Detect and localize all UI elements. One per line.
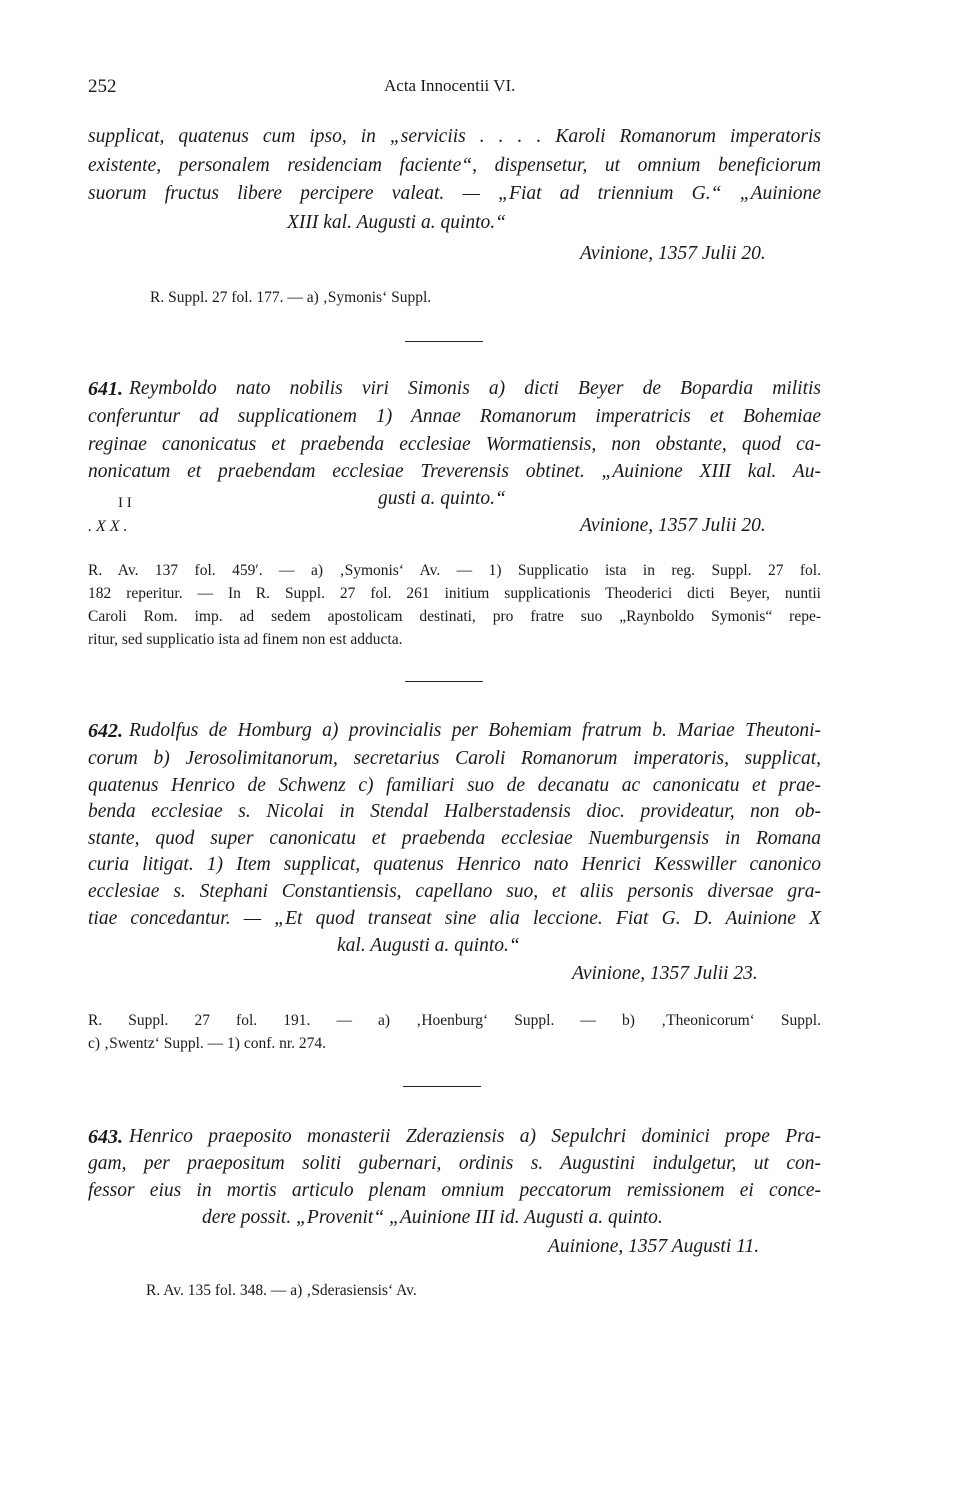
- text-line: conferuntur ad supplicationem 1) Annae Romanorum imperatricis et Bohemiae: [88, 406, 821, 427]
- text-line: supplicat, quatenus cum ipso, in „serviciis . . . . Karoli Romanorum imperatoris: [88, 126, 821, 147]
- text-line: stante, quod super canonicatu et praebenda ecclesiae Nuemburgensis in Romana: [88, 828, 821, 849]
- text-line: ecclesiae s. Stephani Constantiensis, capellano suo, et aliis personis diversae gra-: [88, 881, 821, 902]
- entry-first-line: [88, 378, 821, 401]
- text-line: gam, per praepositum soliti gubernari, ordinis s. Augustini indulgetur, ut con-: [88, 1153, 821, 1174]
- date-line: Avinione, 1357 Julii 20.: [580, 243, 766, 264]
- text-line: gusti a. quinto.“: [378, 488, 506, 509]
- entry-number: 641.: [88, 378, 123, 400]
- footnote: 182 reperitur. — In R. Suppl. 27 fol. 261 initium supplicationis Theoderici dicti Beyer, nuntii: [88, 585, 821, 602]
- running-title: Acta Innocentii VI.: [384, 76, 516, 95]
- marginal-mark: . X X .: [88, 518, 128, 535]
- text-line: Henrico praeposito monasterii Zderaziensis a) Sepulchri dominici prope Pra-: [129, 1126, 821, 1147]
- entry-first-line: [88, 720, 821, 743]
- footnote: R. Suppl. 27 fol. 177. — a) ‚Symonis‘ Suppl.: [150, 289, 432, 306]
- text-line: Rudolfus de Homburg a) provincialis per Bohemiam fratrum b. Mariae Theutoni-: [129, 720, 821, 741]
- entry-number: 643.: [88, 1126, 123, 1148]
- text-line: quatenus Henrico de Schwenz c) familiari suo de decanatu ac canonicatu et prae-: [88, 775, 821, 796]
- marginal-mark: I I: [118, 495, 132, 511]
- footnote: R. Av. 137 fol. 459′. — a) ‚Symonis‘ Av. — 1) Supplicatio ista in reg. Suppl. 27 fol.: [88, 562, 821, 579]
- text-line: reginae canonicatus et praebenda ecclesiae Wormatiensis, non obstante, quod ca-: [88, 434, 821, 455]
- text-line: corum b) Jerosolimitanorum, secretarius Caroli Romanorum imperatoris, supplicat,: [88, 748, 821, 769]
- separator-rule: [405, 681, 483, 682]
- text-line: fessor eius in mortis articulo plenam omnium peccatorum remissionem ei conce-: [88, 1180, 821, 1201]
- entry-number: 642.: [88, 720, 123, 742]
- text-line: nonicatum et praebendam ecclesiae Treverensis obtinet. „Auinione XIII kal. Au-: [88, 461, 821, 482]
- date-line: Avinione, 1357 Julii 20.: [580, 515, 766, 536]
- footnote: R. Suppl. 27 fol. 191. — a) ‚Hoenburg‘ Suppl. — b) ‚Theonicorum‘ Suppl.: [88, 1012, 821, 1029]
- footnote: R. Av. 135 fol. 348. — a) ‚Sderasiensis‘ Av.: [146, 1282, 417, 1299]
- footnote: ritur, sed supplicatio ista ad finem non est adducta.: [88, 631, 403, 648]
- text-line: Reymboldo nato nobilis viri Simonis a) dicti Beyer de Bopardia militis: [129, 378, 821, 399]
- separator-rule: [405, 341, 483, 342]
- text-line: benda ecclesiae s. Nicolai in Stendal Halberstadensis dioc. provideatur, non ob-: [88, 801, 821, 822]
- date-line: Auinione, 1357 Augusti 11.: [548, 1236, 760, 1257]
- text-line: XIII kal. Augusti a. quinto.“: [287, 212, 507, 233]
- text-line: dere possit. „Provenit“ „Auinione III id. Augusti a. quinto.: [202, 1207, 663, 1228]
- text-line: kal. Augusti a. quinto.“: [337, 935, 520, 956]
- text-line: tiae concedantur. — „Et quod transeat sine alia leccione. Fiat G. D. Auinione X: [88, 908, 821, 929]
- text-line: curia litigat. 1) Item supplicat, quatenus Henrico nato Henrici Kesswiller canonico: [88, 854, 821, 875]
- entry-first-line: [88, 1126, 821, 1149]
- page-number: 252: [88, 76, 117, 97]
- text-line: suorum fructus libere percipere valeat. — „Fiat ad triennium G.“ „Auinione: [88, 183, 821, 204]
- footnote: c) ‚Swentz‘ Suppl. — 1) conf. nr. 274.: [88, 1035, 327, 1052]
- date-line: Avinione, 1357 Julii 23.: [572, 963, 758, 984]
- separator-rule: [403, 1086, 481, 1087]
- text-line: existente, personalem residenciam faciente“, dispensetur, ut omnium beneficiorum: [88, 155, 821, 176]
- footnote: Caroli Rom. imp. ad sedem apostolicam destinati, pro fratre suo „Raynboldo Symonis“ repe-: [88, 608, 821, 625]
